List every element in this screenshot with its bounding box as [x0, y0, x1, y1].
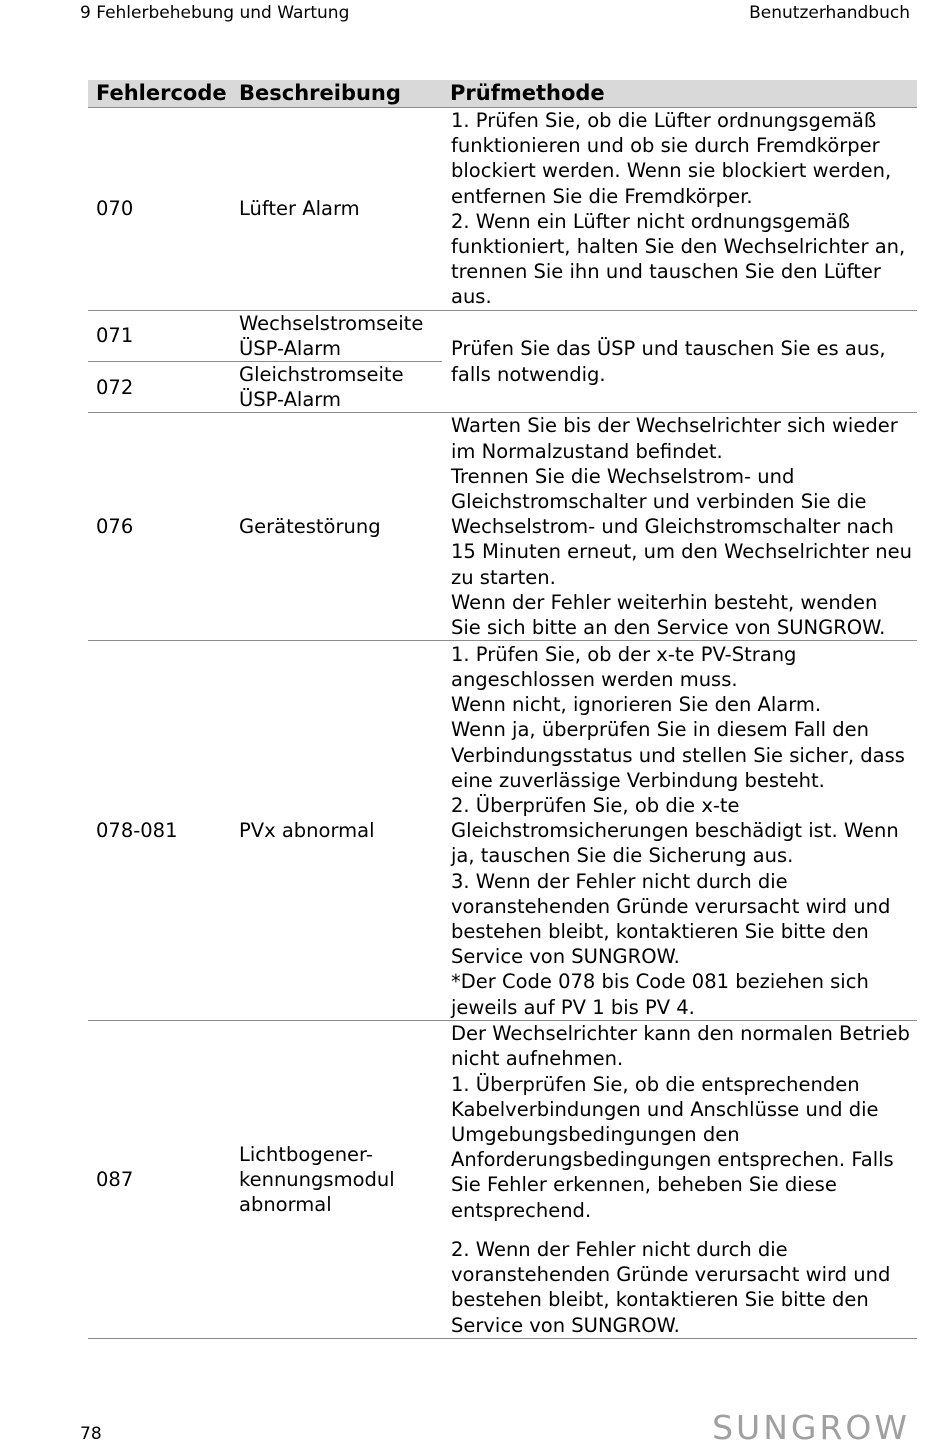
method-step: 2. Wenn der Fehler nicht durch die voranstehenden Gründe verursacht wird und bestehen bleibt, kontaktieren Sie bitte den Service von SUNGROW. — [451, 1237, 891, 1337]
paragraph-gap — [451, 1223, 913, 1237]
method-step: Wenn nicht, ignorieren Sie den Alarm. — [451, 693, 822, 717]
method-step: 3. Wenn der Fehler nicht durch die voranstehenden Gründe verursacht wird und bestehen bleibt, kontaktieren Sie bitte den Service von SUNGROW. — [451, 869, 891, 969]
header-error-code: Fehlercode — [88, 80, 231, 108]
error-description: PVx abnormal — [231, 641, 442, 1021]
error-code: 072 — [88, 362, 231, 413]
method-step: 1. Prüfen Sie, ob die Lüfter ordnungsgemäß funktionieren und ob sie durch Fremdkörper blockiert werden. Wenn sie blockiert werden, entfernen Sie die Fremdkörper. — [451, 109, 892, 208]
header-check-method: Prüfmethode — [442, 80, 917, 108]
method-step: Trennen Sie die Wechselstrom- und Gleichstromschalter und verbinden Sie die Wechselstrom- und Gleichstromschalter nach 15 Minuten erneut, um den Wechselrichter neu zu starten. — [451, 464, 912, 589]
table-row — [88, 413, 917, 641]
check-method — [442, 413, 917, 641]
header-document-title: Benutzerhandbuch — [749, 3, 910, 23]
method-step: Der Wechselrichter kann den normalen Betrieb nicht aufnehmen. — [451, 1022, 910, 1071]
table-header-row — [88, 80, 917, 108]
error-code-table — [88, 80, 917, 1339]
error-code: 071 — [88, 310, 231, 361]
table-row — [88, 108, 917, 311]
sungrow-logo: SUNGROW — [712, 1408, 910, 1447]
method-step: 2. Wenn ein Lüfter nicht ordnungsgemäß funktioniert, halten Sie den Wechselrichter an, trennen Sie ihn und tauschen Sie den Lüfter aus. — [451, 209, 906, 309]
header-description: Beschreibung — [231, 80, 442, 108]
error-description: Wechselstromseite ÜSP-Alarm — [231, 310, 442, 361]
error-code: 087 — [88, 1021, 231, 1338]
table-row — [88, 1021, 917, 1338]
error-description: Lüfter Alarm — [231, 108, 442, 311]
method-step: Prüfen Sie das ÜSP und tauschen Sie es aus, falls notwendig. — [451, 337, 886, 386]
page-number: 78 — [80, 1424, 102, 1444]
error-description: Gerätestörung — [231, 413, 442, 641]
method-step: Wenn ja, überprüfen Sie in diesem Fall den Verbindungsstatus und stellen Sie sicher, dass eine zuverlässige Verbindung besteht. — [451, 718, 905, 792]
method-step: 1. Prüfen Sie, ob der x-te PV-Strang angeschlossen werden muss. — [451, 642, 797, 691]
error-code: 078-081 — [88, 641, 231, 1021]
method-step: *Der Code 078 bis Code 081 beziehen sich jeweils auf PV 1 bis PV 4. — [451, 970, 869, 1019]
table-row — [88, 641, 917, 1021]
check-method — [442, 108, 917, 311]
table-row — [88, 310, 917, 361]
check-method — [442, 641, 917, 1021]
header-chapter-title: 9 Fehlerbehebung und Wartung — [80, 3, 350, 23]
error-description: Gleichstromseite ÜSP-Alarm — [231, 362, 442, 413]
error-description: Lichtbogener-kennungsmodul abnormal — [231, 1021, 442, 1338]
method-step: Warten Sie bis der Wechselrichter sich wieder im Normalzustand befindet. — [451, 414, 898, 463]
method-step: 2. Überprüfen Sie, ob die x-te Gleichstromsicherungen beschädigt ist. Wenn ja, tauschen Sie die Sicherung aus. — [451, 793, 899, 868]
check-method — [442, 310, 917, 413]
method-step: Wenn der Fehler weiterhin besteht, wenden Sie sich bitte an den Service von SUNGROW. — [451, 590, 886, 640]
error-code: 076 — [88, 413, 231, 641]
check-method — [442, 1021, 917, 1338]
method-step: 1. Überprüfen Sie, ob die entsprechenden Kabelverbindungen und Anschlüsse und die Umgebungsbedingungen den Anforderungsbedingungen entsprechen. Falls Sie Fehler erkennen, beheben Sie diese entsprechend. — [451, 1072, 894, 1222]
error-code: 070 — [88, 108, 231, 311]
